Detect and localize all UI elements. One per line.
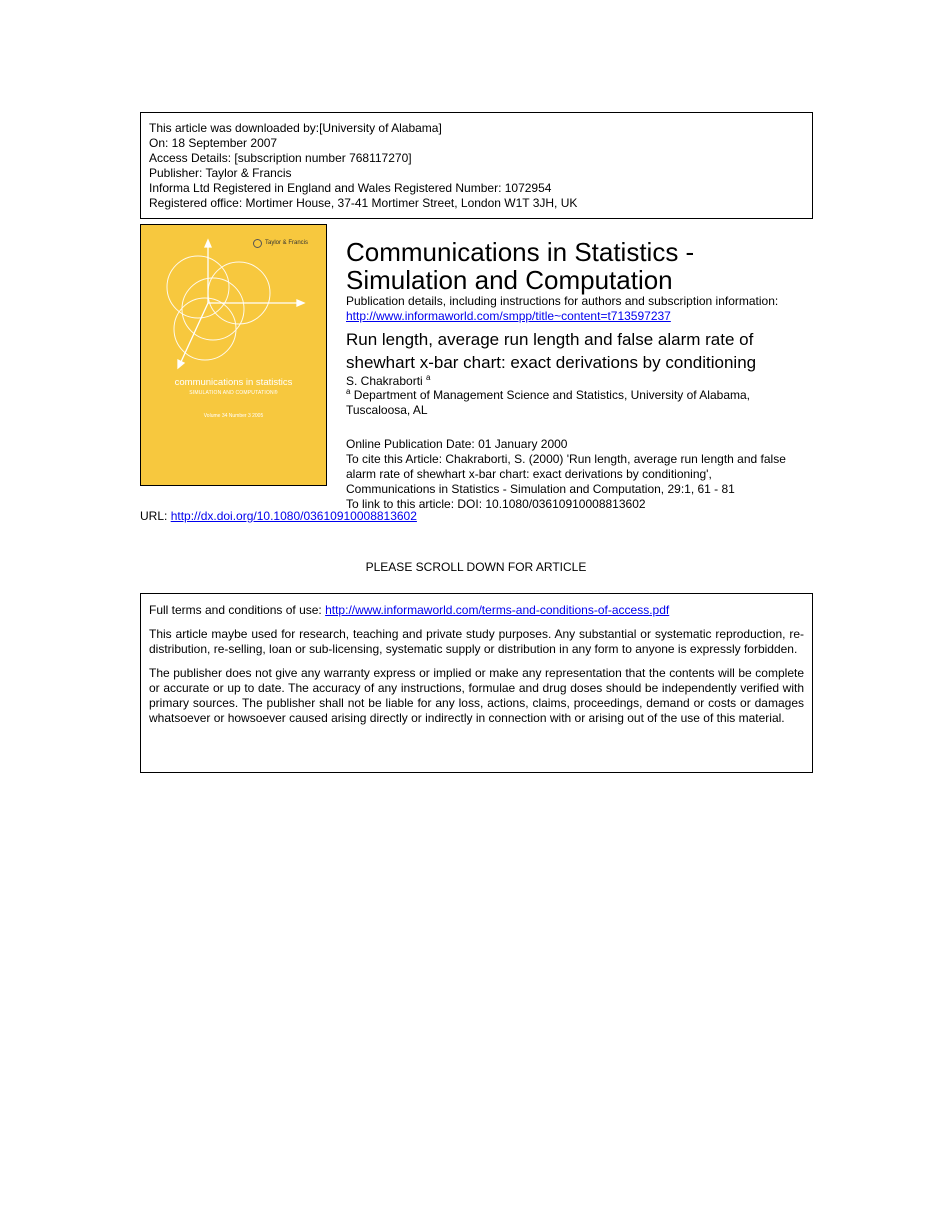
cover-volume-info: Volume 34 Number 3 2005 [203, 413, 264, 419]
online-publication-date: Online Publication Date: 01 January 2000 [346, 437, 568, 451]
download-info-line: Access Details: [subscription number 768117270] [149, 151, 412, 165]
cite-line: Communications in Statistics - Simulation and Computation, 29:1, 61 - 81 [346, 482, 735, 496]
terms-paragraph-usage: This article maybe used for research, teaching and private study purposes. Any substantial or systematic reproduction, re-distribution, re-selling, loan or sub-licensing, systematic supply or distribution in any form to anyone is expressly forbidden. [149, 627, 804, 656]
download-info-box [140, 112, 813, 219]
journal-title-line2: Simulation and Computation [346, 265, 673, 295]
article-title-line1: Run length, average run length and false alarm rate of [346, 330, 754, 349]
cover-circle [174, 298, 236, 360]
affiliation-line2: Tuscaloosa, AL [346, 403, 428, 417]
cover-arrow-head [297, 300, 304, 306]
citation-block [346, 437, 816, 512]
cover-arrow-line [180, 303, 208, 364]
download-info-line: Publisher: Taylor & Francis [149, 166, 292, 180]
journal-cover-image [140, 224, 327, 486]
journal-info [346, 238, 816, 512]
download-info-line: On: 18 September 2007 [149, 136, 278, 150]
terms-url-link[interactable]: http://www.informaworld.com/terms-and-conditions-of-access.pdf [325, 603, 670, 617]
affiliation-superscript: a [346, 387, 351, 396]
cite-line: alarm rate of shewhart x-bar chart: exact derivations by conditioning', [346, 467, 712, 481]
journal-title [346, 238, 816, 294]
cover-arrow-head [205, 240, 211, 247]
terms-box [140, 593, 813, 773]
journal-title-line1: Communications in Statistics - [346, 237, 695, 267]
scroll-down-note: PLEASE SCROLL DOWN FOR ARTICLE [365, 560, 587, 574]
author [346, 374, 816, 388]
cover-journal-name: communications in statistics [174, 377, 293, 388]
publisher-logo-icon [253, 239, 262, 248]
cover-graphic [141, 225, 327, 486]
author-superscript: a [426, 373, 431, 382]
article-url-link[interactable]: http://dx.doi.org/10.1080/03610910008813602 [170, 509, 417, 523]
download-info-line: This article was downloaded by:[University of Alabama] [149, 121, 442, 135]
publication-url-link[interactable]: http://www.informaworld.com/smpp/title~content=t713597237 [346, 309, 671, 323]
cover-arrow-head [178, 360, 184, 368]
terms-paragraph-disclaimer: The publisher does not give any warranty express or implied or make any representation that the contents will be complete or accurate or up to date. The accuracy of any instructions, formulae and drug doses should be independently verified with primary sources. The publisher shall not be liable for any loss, actions, claims, proceedings, demand or costs or damages whatsoever or howsoever caused arising directly or indirectly in connection with or arising out of the use of this material. [149, 666, 804, 725]
publication-details: Publication details, including instructions for authors and subscription information: [346, 294, 779, 308]
publisher-logo [253, 239, 308, 248]
publisher-logo-text: Taylor & Francis [265, 240, 309, 246]
cite-line: To cite this Article: Chakraborti, S. (2000) 'Run length, average run length and false [346, 452, 786, 466]
article-title [346, 328, 816, 374]
terms-label: Full terms and conditions of use: [149, 603, 326, 617]
article-title-line2: shewhart x-bar chart: exact derivations by conditioning [346, 353, 757, 372]
doi-line: To link to this article: DOI: 10.1080/03610910008813602 [346, 497, 646, 511]
url-label: URL: [140, 509, 171, 523]
cover-subtitle: SIMULATION AND COMPUTATION® [189, 390, 278, 396]
download-info-line: Registered office: Mortimer House, 37-41 Mortimer Street, London W1T 3JH, UK [149, 196, 578, 210]
affiliation [346, 388, 816, 418]
article-url-line [140, 509, 417, 524]
author-name: S. Chakraborti [346, 374, 423, 388]
affiliation-line1: Department of Management Science and Statistics, University of Alabama, [353, 388, 750, 402]
cover-circle [167, 256, 229, 318]
terms-url-line [149, 603, 804, 618]
download-info-line: Informa Ltd Registered in England and Wales Registered Number: 1072954 [149, 181, 552, 195]
